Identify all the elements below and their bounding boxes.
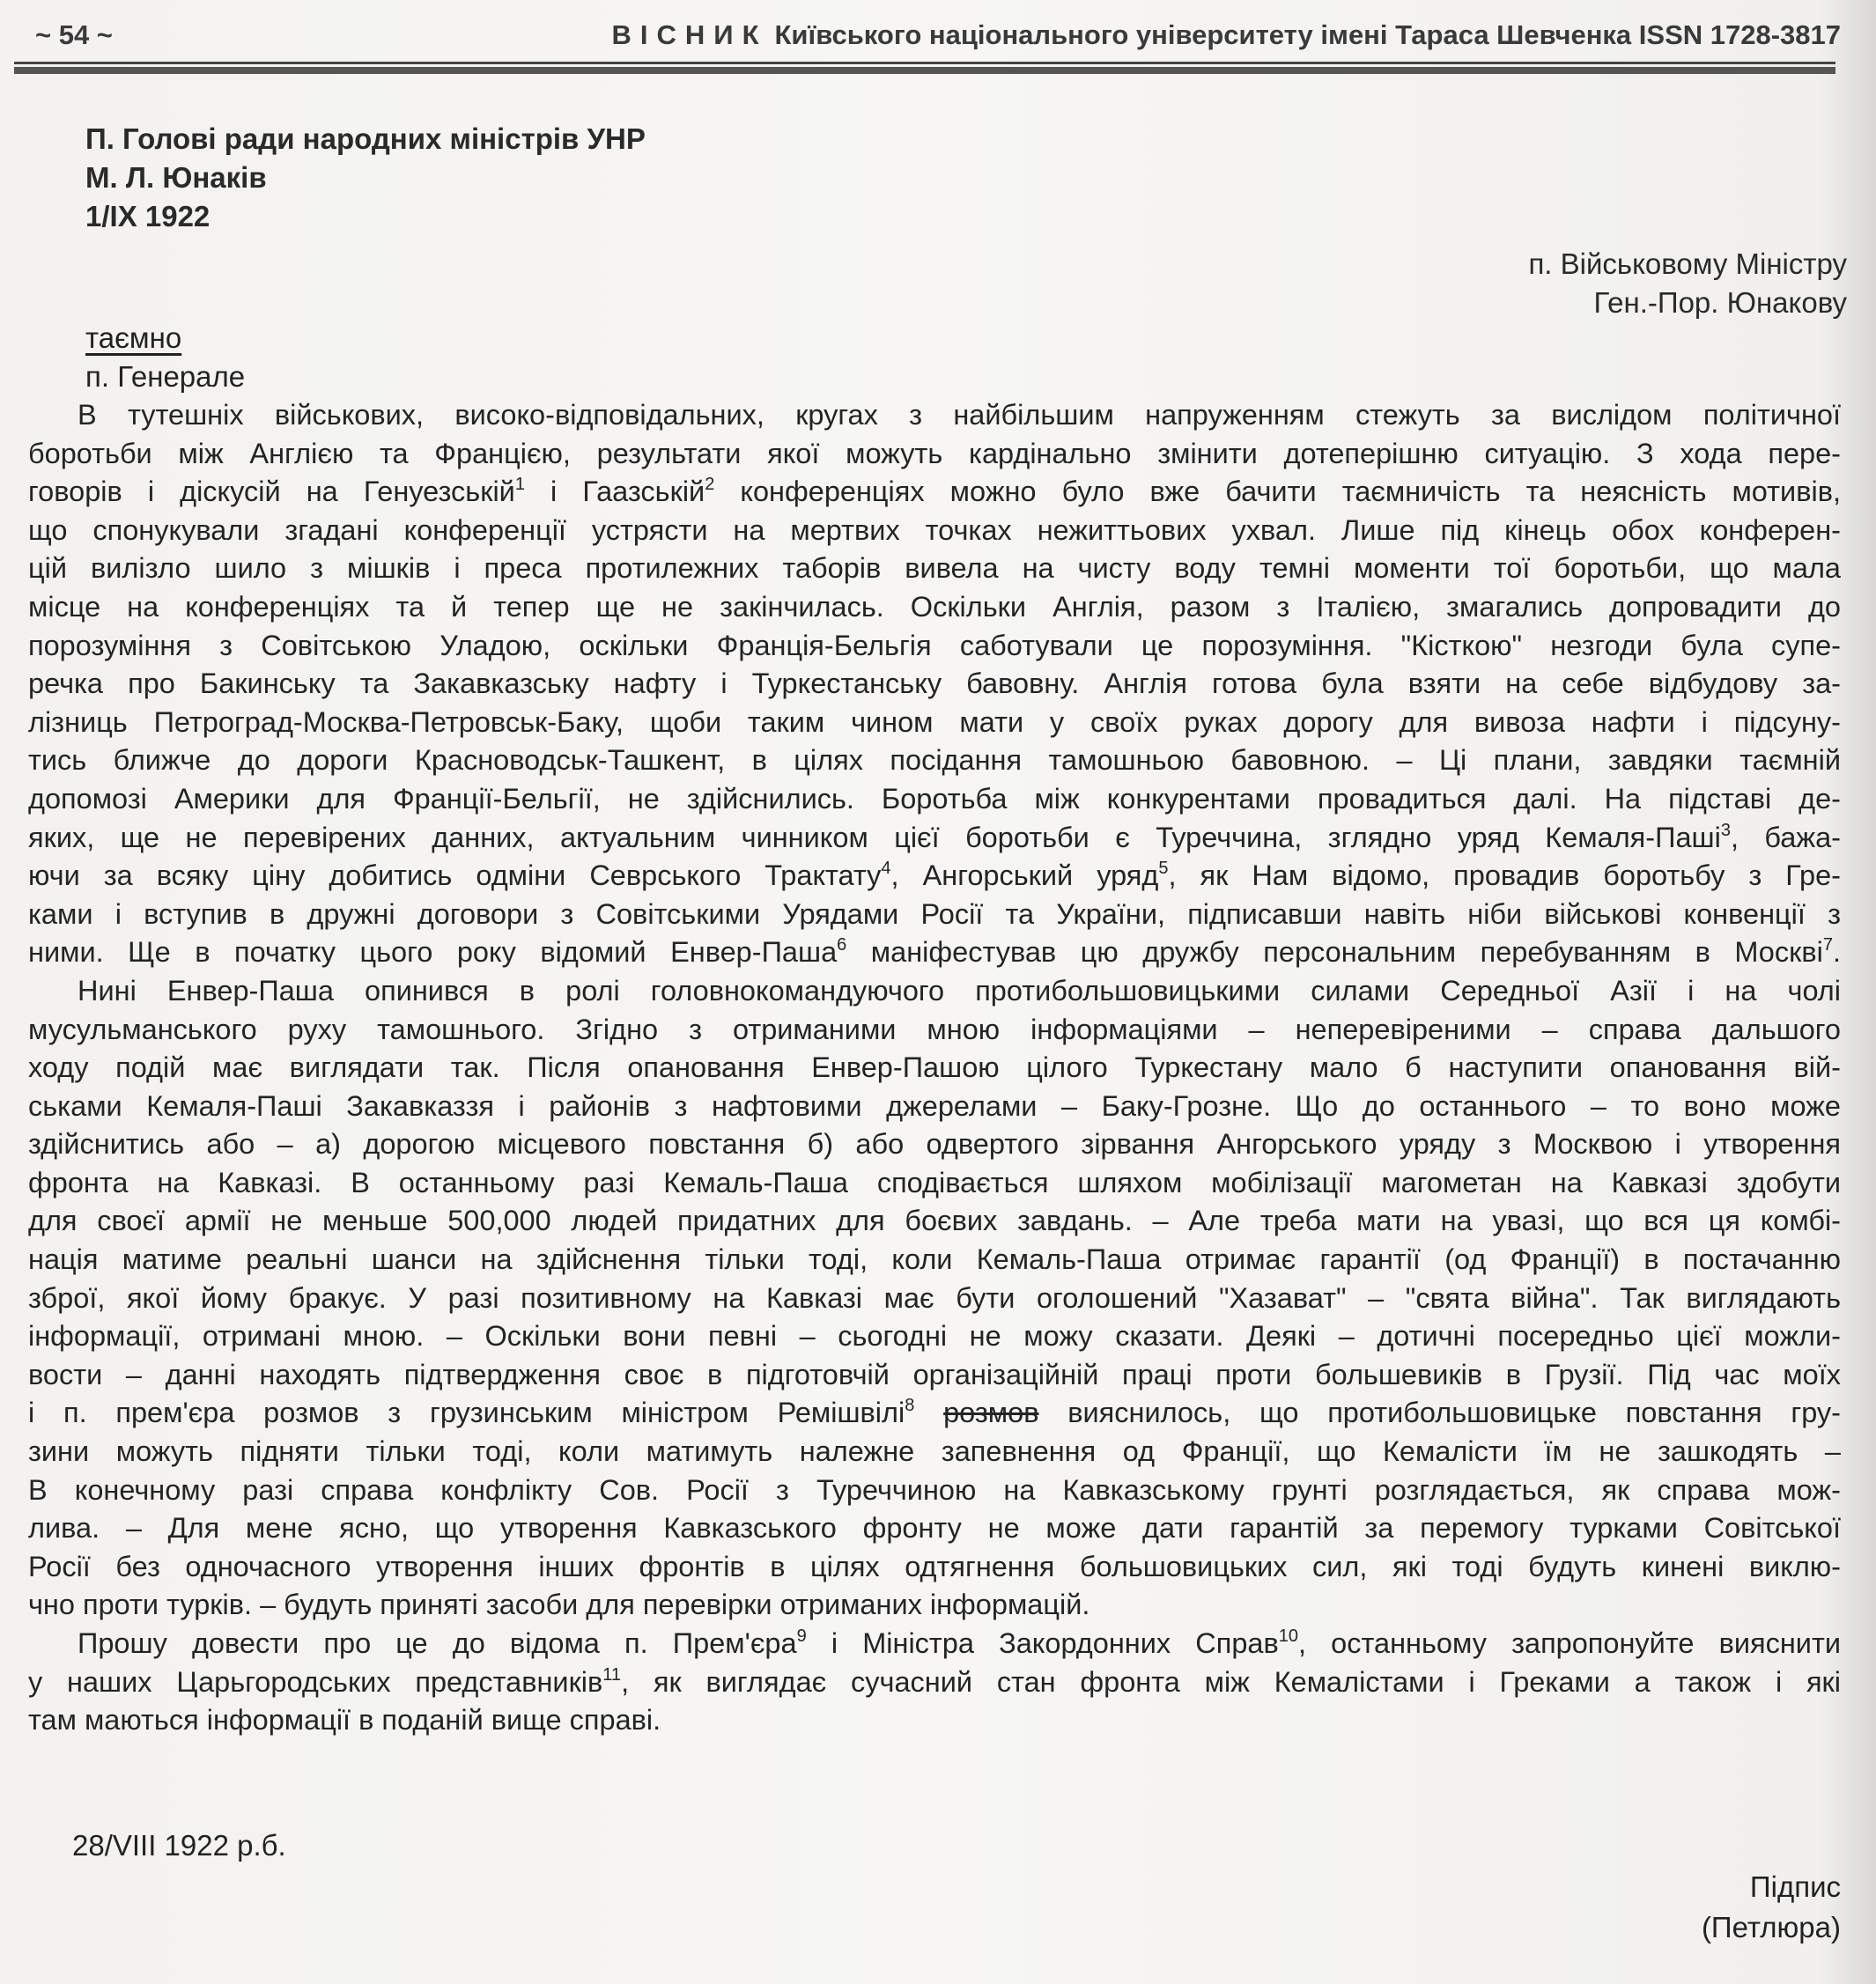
footnote-marker: 5: [1158, 859, 1169, 879]
body-line: мусульманського руху тамошнього. Згідно з отриманими мною інформаціями – неперевіреними – справа дальшого: [28, 1013, 1841, 1045]
footnote-marker: 3: [1720, 820, 1731, 840]
footnote-marker: 8: [905, 1396, 915, 1416]
body-line: В конечному разі справа конфлікту Сов. Росії з Туреччиною на Кавказському грунті розглядається, як справа мож-: [28, 1473, 1841, 1506]
signature-block: [1702, 1867, 1841, 1948]
body-line: тись ближче до дороги Красноводськ-Ташкент, в цілях посідання тамошньою бавовною. – Ці плани, завдяки таємній: [28, 744, 1841, 777]
body-line: допомозі Америки для Франції-Бельгії, не здійснились. Боротьба між конкурентами провадиться далі. На підставі де-: [28, 782, 1841, 815]
classification-mark: таємно: [85, 321, 182, 354]
footnote-marker: 10: [1278, 1626, 1298, 1646]
body-line: Росії без одночасного утворення інших фронтів в цілях одтягнення большовицьких сил, які тоді будуть кинені виклю-: [28, 1550, 1841, 1582]
body-line: для своєї армії не меньше 500,000 людей придатних для боєвих завдань. – Але треба мати на увазі, що вся ця комбі-: [28, 1205, 1841, 1237]
footnote-marker: 2: [705, 475, 715, 495]
body-line: Прошу довести про це до відома п. Прем'єра$^9$ і Міністра Закордонних Справ$^{10}$, останньому запропонуйте вияснити: [78, 1626, 1841, 1659]
body-line: ськами Кемаля-Паші Закавказзя і районів з нафтовими джерелами – Баку-Грозне. Що до останнього – то воно може: [28, 1089, 1841, 1122]
journal-title: [612, 19, 1841, 51]
body-line: В тутешніх військових, високо-відповідальних, кругах з найбільшим напруженням стежуть за вислідом політичної: [78, 399, 1841, 431]
body-line: здійснитись або – а) дорогою місцевого повстання б) або одвертого зірвання Ангорського уряду з Москвою і утворення: [28, 1128, 1841, 1161]
footnote-marker: 1: [514, 475, 525, 495]
body-line: там маються інформації в поданій вище справі.: [28, 1704, 661, 1737]
signature-label: Підпис: [1749, 1870, 1841, 1903]
body-line: і п. прем'єра розмов з грузинським міністром Ремішвілі$^8$ розмов вияснилось, що протибольшовицьке повстання гру-: [28, 1396, 1841, 1429]
signature-name: (Петлюра): [1701, 1911, 1841, 1943]
body-line: ними. Ще в початку цього року відомий Енвер-Паша$^6$ маніфестував цю дружбу персональним перебуванням в Москві$^7$.: [28, 935, 1841, 969]
body-line: говорів і діскусій на Генуезській$^1$ і Гаазській$^2$ конференціях можно було вже бачити таємничість та неясність мотивів,: [28, 475, 1841, 508]
body-line: що спонукували згадані конференції устрясти на мертвих точках нежиттьових ухвал. Лише під кінець обох конферен-: [28, 513, 1841, 546]
body-line: боротьби між Англією та Францією, результати якої можуть кардінально змінити дотеперішню ситуацію. З хода пере-: [28, 437, 1841, 469]
sender-block: [85, 120, 646, 236]
body-line: ками і вступив в дружні договори з Совітськими Урядами Росії та України, підписавши навіть ніби військові конвенції з: [28, 897, 1841, 930]
body-line: лива. – Для мене ясно, що утворення Кавказського фронту не може дати гарантій за перемогу турками Совітської: [28, 1512, 1841, 1545]
body-line: нація матиме реальні шанси на здійснення тільки тоді, коли Кемаль-Паша отримає гарантії (од Франції) в постачанню: [28, 1243, 1841, 1276]
body-line: інформації, отримані мною. – Оскільки вони певні – сьогодні не можу сказати. Деякі – дотичні посередньо цієї можли-: [28, 1320, 1841, 1353]
footnote-marker: 7: [1822, 935, 1833, 955]
journal-prefix: ВІСНИК: [611, 19, 768, 50]
body-line: речка про Бакинську та Закавказську нафту і Туркестанську бавовну. Англія готова була взяти на себе відбудову за-: [28, 667, 1841, 700]
sender-line: М. Л. Юнаків: [85, 161, 267, 194]
body-line: лізниць Петроград-Москва-Петровськ-Баку, щоби таким чином мати у своїх руках дорогу для вивоза нафти і підсуну-: [28, 705, 1841, 738]
body-line: зброї, якої йому бракує. У разі позитивному на Кавказі має бути оголошений "Хазават" – "свята війна". Так виглядають: [28, 1281, 1841, 1314]
struck-text: розмов: [943, 1397, 1039, 1429]
body-line: порозуміння з Совітською Уладою, оскільки Франція-Бельгія саботували це порозуміння. "Кісткою" незгоди була супе-: [28, 629, 1841, 661]
journal-name: Київського національного університету імені Тараса Шевченка ISSN 1728-3817: [774, 19, 1841, 50]
body-line: чно проти турків. – будуть приняті засоби для перевірки отриманих інформацій.: [28, 1589, 1090, 1621]
greeting: п. Генерале: [85, 360, 246, 393]
body-line: ходу подій має виглядати так. Після опановання Енвер-Пашою цілого Туркестану мало б наступити опановання вій-: [28, 1051, 1841, 1084]
body-line: у наших Царьгородських представників$^{11}$, як виглядає сучасний стан фронта між Кемалістами і Греками а також і які: [28, 1664, 1842, 1698]
addressee-line: п. Військовому Міністру: [1528, 247, 1847, 280]
running-header: [35, 19, 1841, 55]
footnote-marker: 4: [881, 859, 891, 879]
body-line: зини можуть підняти тільки тоді, коли матимуть належне запевнення од Франції, що Кемалісти їм не зашкодять –: [28, 1435, 1841, 1468]
header-rule-thick: [14, 67, 1835, 74]
sender-line: П. Голові ради народних міністрів УНР: [85, 122, 646, 155]
body-line: Нині Енвер-Паша опинився в ролі головнокомандуючого протибольшовицькими силами Середньої Азії і на чолі: [78, 974, 1841, 1007]
addressee-block: [1528, 245, 1847, 322]
body-line: фронта на Кавказі. В останньому разі Кемаль-Паша сподівається шляхом мобілізації магометан на Кавказі здобути: [28, 1166, 1841, 1199]
footnote-marker: 9: [796, 1626, 807, 1646]
sender-line: 1/IX 1922: [85, 200, 210, 232]
letter-date: 28/VIII 1922 р.б.: [72, 1829, 286, 1862]
page-number: ~ 54 ~: [35, 19, 113, 50]
footnote-marker: 6: [837, 935, 847, 955]
body-line: цій вилізло шило з мішків і преса протилежних таборів вивела на чисту воду темні моменти тої боротьби, що мала: [28, 552, 1841, 585]
footnote-marker: 11: [602, 1664, 622, 1685]
body-line: вости – данні находять підтвердження своє в підготовчій організаційній праці проти большевиків в Грузії. Під час моїх: [28, 1358, 1841, 1390]
header-rule-thin: [14, 62, 1835, 64]
letter-body: [28, 396, 1841, 1740]
addressee-line: Ген.-Пор. Юнакову: [1593, 286, 1847, 319]
body-line: місце на конференціях та й тепер ще не закінчилась. Оскільки Англія, разом з Італією, змагались допровадити до: [28, 590, 1841, 623]
body-line: яких, ще не перевірених данних, актуальним чинником цієї боротьби є Туреччина, зглядно уряд Кемаля-Паші$^3$, бажа-: [28, 820, 1841, 853]
body-line: ючи за всяку ціну добитись одміни Севрського Трактату$^4$, Ангорський уряд$^5$, як Нам відомо, провадив боротьбу з Гре-: [28, 859, 1842, 892]
